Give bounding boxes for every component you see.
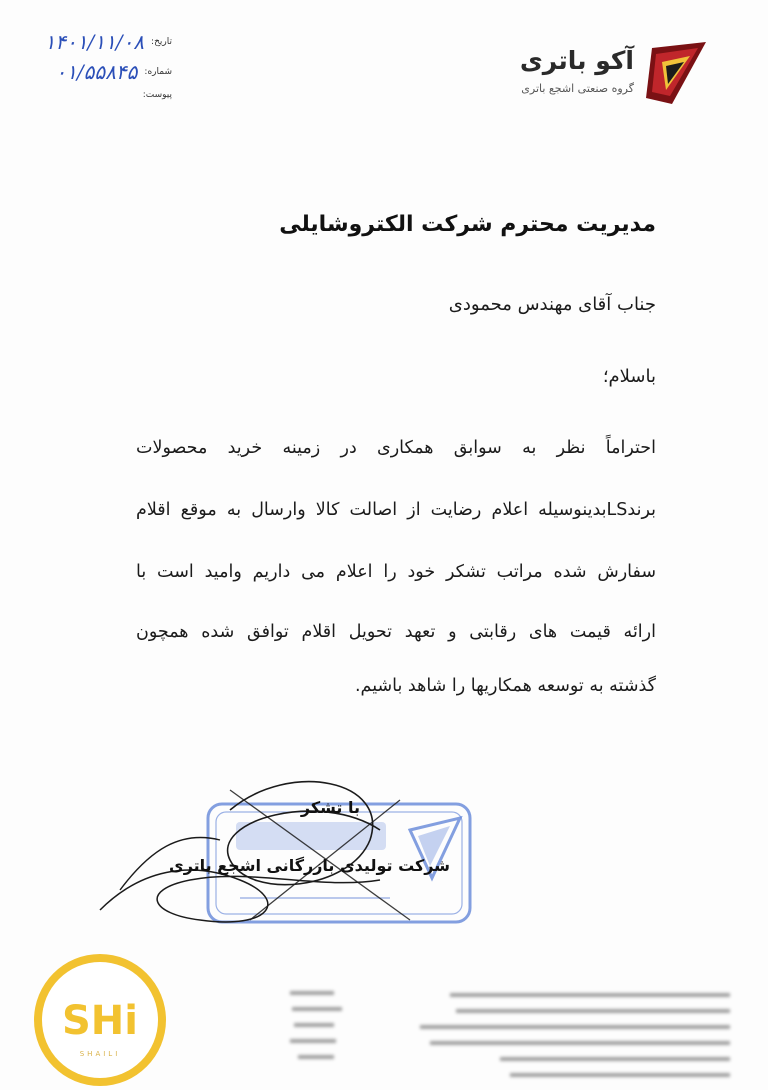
recipient-title: مدیریت محترم شرکت الکتروشایلی (279, 212, 656, 237)
body-line: گذشته به توسعه همکاریها را شاهد باشیم. (354, 676, 656, 696)
body-line: برندLSبدینوسیله اعلام رضایت از اصالت کالا وارسال به موقع اقلام (136, 500, 656, 520)
date-label: تاریخ: (151, 37, 172, 47)
watermark-initials: SHi (62, 998, 138, 1044)
closing-text: با تشکر (300, 798, 360, 817)
watermark-logo (30, 950, 170, 1090)
body-line: احتراماً نظر به سوابق همکاری در زمینه خرید محصولات (136, 438, 656, 458)
sender-company: شرکت تولیدی بازرگانی اشجع باتری (169, 856, 450, 875)
brand-name: آکو باتری (519, 46, 634, 75)
company-logo (498, 38, 708, 108)
body-line: ارائه قیمت های رقابتی و تعهد تحویل اقلام توافق شده همچون (136, 622, 656, 642)
number-label: شماره: (144, 67, 172, 77)
watermark-caption: SHAILI (79, 1050, 121, 1058)
body-line: سفارش شده مراتب تشکر خود را اعلام می داریم وامید است با (136, 562, 656, 582)
logo-mark-icon (642, 40, 708, 106)
date-row (45, 30, 172, 52)
brand-subtitle: گروه صنعتی اشجع باتری (521, 82, 634, 95)
number-value: ۰۱/۵۵۸۴۵ (55, 60, 138, 84)
blurred-footer (280, 985, 740, 1085)
letter-meta (44, 28, 172, 108)
number-row (55, 60, 172, 82)
greeting: باسلام؛ (602, 366, 656, 387)
date-value: ۱۴۰۱/۱۱/۰۸ (44, 30, 144, 54)
attachment-label: پیوست: (142, 90, 172, 100)
attention-line: جناب آقای مهندس محمودی (448, 294, 656, 315)
signature-block (80, 770, 500, 950)
